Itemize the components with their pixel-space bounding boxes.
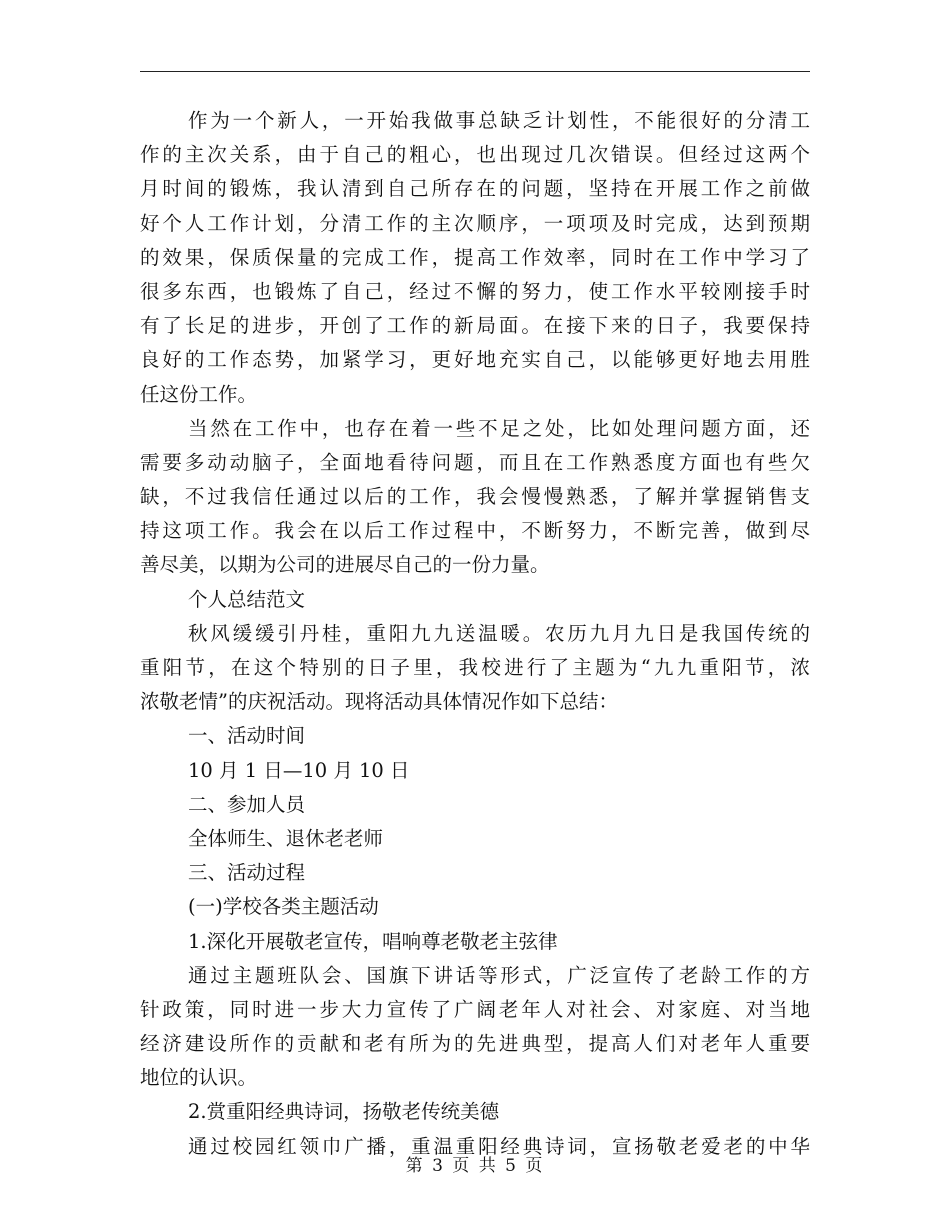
text-line: 10 月 1 日—10 月 10 日 [188,758,410,782]
text-line: 的效果，保质保量的完成工作，提高工作效率，同时在工作中学习了 [140,245,810,269]
subheading: (一)学校各类主题活动 [188,895,379,919]
text-line: 作的主次关系，由于自己的粗心，也出现过几次错误。但经过这两个 [140,143,810,167]
heading-process: 三、活动过程 [188,861,306,885]
heading-participants: 二、参加人员 [188,792,306,816]
text-line: 有了长足的进步，开创了工作的新局面。在接下来的日子，我要保持 [140,314,810,338]
text-line: 良好的工作态势，加紧学习，更好地充实自己，以能够更好地去用胜 [140,348,810,372]
text-line: 需要多动动脑子，全面地看待问题，而且在工作熟悉度方面也有些欠 [140,450,810,474]
header-rule [140,71,810,72]
text-line: 浓敬老情”的庆祝活动。现将活动具体情况作如下总结： [140,690,618,714]
text-line: 重阳节，在这个特别的日子里，我校进行了主题为“九九重阳节，浓 [140,656,810,679]
text-line: 月时间的锻炼，我认清到自己所存在的问题，坚持在开展工作之前做 [140,177,810,201]
text-line: 通过主题班队会、国旗下讲话等形式，广泛宣传了老龄工作的方 [188,963,810,987]
text-line: 缺，不过我信任通过以后的工作，我会慢慢熟悉，了解并掌握销售支 [140,485,810,509]
subheading: 2.赏重阳经典诗词，扬敬老传统美德 [188,1100,500,1124]
document-body [140,104,810,1164]
text-line: 善尽美，以期为公司的进展尽自己的一份力量。 [140,553,550,577]
text-line: 任这份工作。 [140,382,258,406]
heading-activity-time: 一、活动时间 [188,724,306,748]
text-line: 当然在工作中，也存在着一些不足之处，比如处理问题方面，还 [188,416,810,440]
text-line: 通过校园红领巾广播，重温重阳经典诗词，宣扬敬老爱老的中华 [188,1134,810,1158]
text-line: 全体师生、退休老老师 [188,826,384,850]
section-title: 个人总结范文 [188,587,306,611]
text-line: 作为一个新人，一开始我做事总缺乏计划性，不能很好的分清工 [188,109,810,132]
text-line: 好个人工作计划，分清工作的主次顺序，一项项及时完成，达到预期 [140,211,810,235]
text-line: 秋风缓缓引丹桂，重阳九九送温暖。农历九月九日是我国传统的 [188,621,810,645]
text-line: 针政策，同时进一步大力宣传了广阔老年人对社会、对家庭、对当地 [140,997,810,1021]
text-line: 地位的认识。 [140,1066,258,1090]
text-line: 经济建设所作的贡献和老有所为的先进典型，提高人们对老年人重要 [140,1032,810,1056]
page-number: 第 3 页 共 5 页 [405,1156,545,1176]
text-line: 很多东西，也锻炼了自己，经过不懈的努力，使工作水平较刚接手时 [140,279,810,303]
text-line: 持这项工作。我会在以后工作过程中，不断努力，不断完善，做到尽 [140,519,810,543]
subheading: 1.深化开展敬老宣传，唱响尊老敬老主弦律 [188,929,558,953]
